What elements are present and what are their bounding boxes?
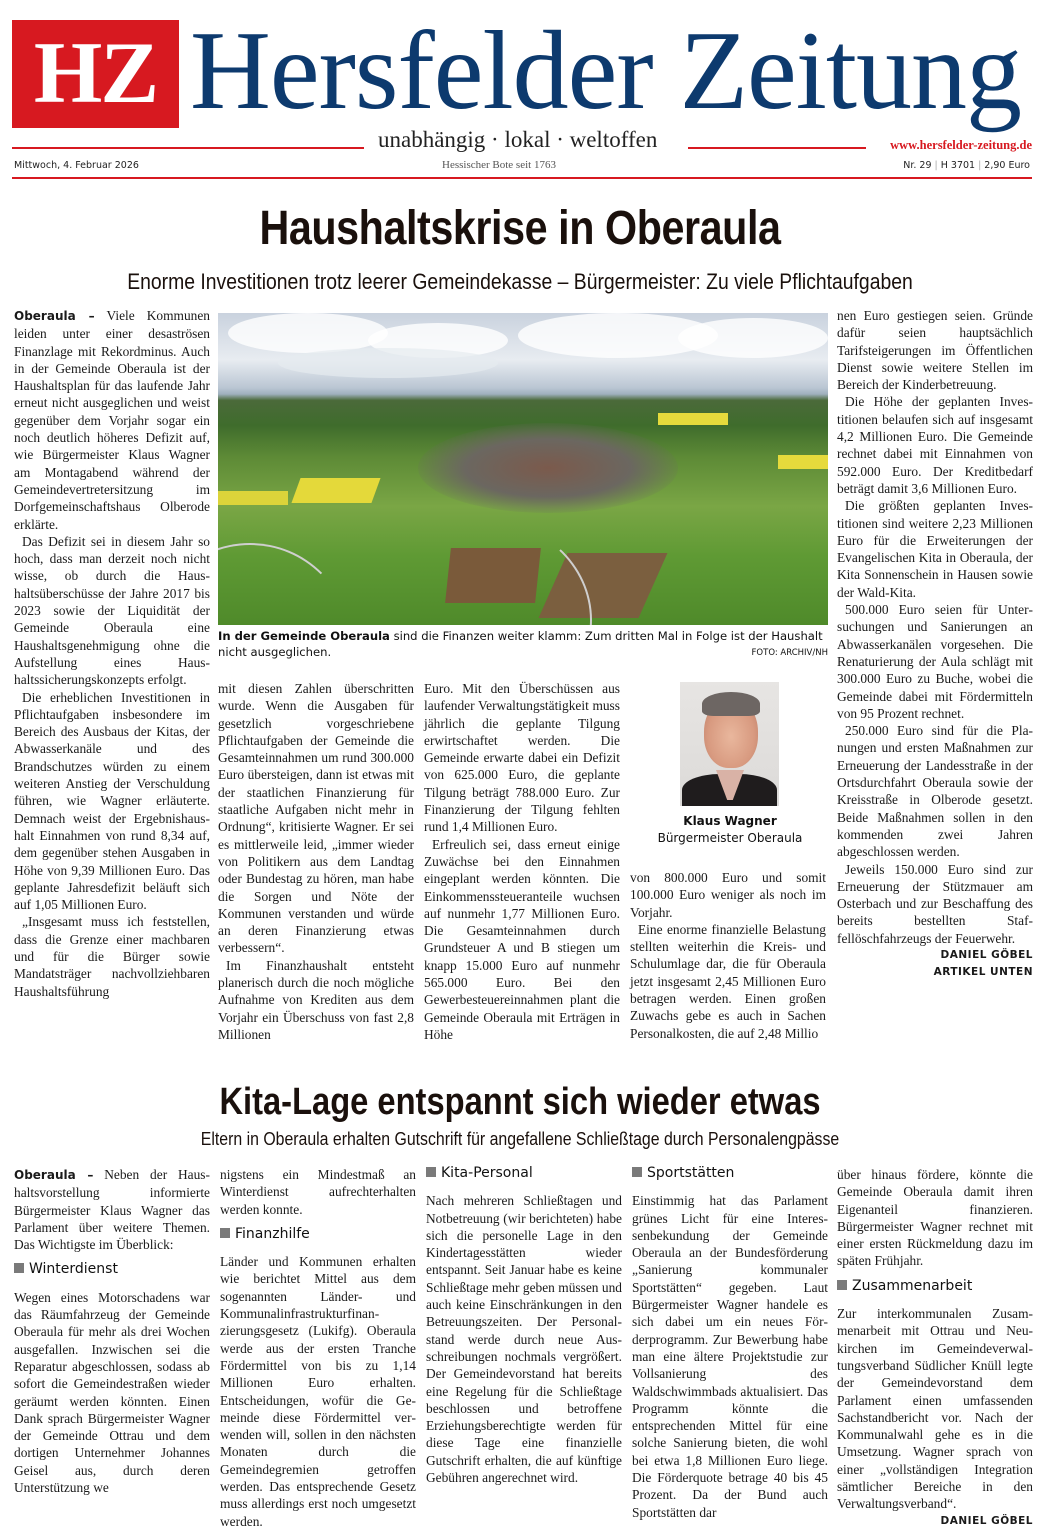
article-column-3 [424, 680, 620, 1043]
article-column-1 [14, 307, 210, 1000]
article-headline: Haushaltskrise in Oberaula [259, 202, 781, 255]
article-column-2 [218, 680, 414, 1043]
article-column-4 [632, 1160, 828, 1521]
portrait-caption [630, 813, 830, 847]
divider [688, 147, 866, 149]
since-tagline: Hessischer Bote seit 1763 [442, 159, 556, 171]
article-column-5 [837, 307, 1033, 982]
paragraph: Das Defizit sei in diesem Jahr so hoch, dass man derzeit noch nicht wisse, ob durch die Haushaltsüberschüsse der Jahre 2017 bis 2023 sowie der Liquidität der Gemeinde Oberaula eine Haushaltsgenehmigung ohne die Aufstellung eines Haushaltssicherungskonzepts erfolgt. [14, 533, 210, 688]
divider [12, 177, 1032, 179]
paragraph: 250.000 Euro sind für die Planungen und ersten Maßnahmen zur Erneuerung der Landesstraße in der Ortsdurchfahrt Oberaula sowie der Kreisstraße in Olberode gesetzt. Beide Maßnahmen sollen in den kommenden zwei Jahren abgeschlossen werden. [837, 723, 1033, 860]
paragraph: mit diesen Zahlen überschritten wurde. Wenn die Ausgaben für gesetzlich vorgeschriebene Pflichtaufgaben der Gemeinde die Gesamteinnahmen um rund 300.000 Euro übersteigen, dann ist etwas mit der staatlichen Finanzierung für staatliche Aufgaben nicht mehr in Ordnung“, kritisierte Wagner. Er sei es mittlerweile leid, „immer wieder von Politikern aus dem Landtag oder Bundestag zu hören, man habe die Sorgen und Nöte der Kommunen verstanden und würde an deren Finanzierung etwas verbessern“. [218, 681, 414, 956]
square-bullet-icon [837, 1280, 847, 1290]
issue-number: Nr. 29 [903, 160, 932, 171]
paragraph: von 800.000 Euro und somit 100.000 Euro weniger als noch im Vorjahr. [630, 870, 826, 920]
portrait-name: Klaus Wagner [683, 814, 777, 828]
paragraph: über hinaus fördere, könnte die Gemeinde Oberaula damit ihren Eigenanteil finanzieren. Bürgermeister Wagner rechnet mit einer ersten Rückmeldung dazu im späten Frühjahr. [837, 1167, 1033, 1269]
author-byline: DANIEL GÖBEL [940, 1514, 1033, 1527]
square-bullet-icon [14, 1263, 24, 1273]
article-headline: Kita-Lage entspannt sich wieder etwas [219, 1081, 821, 1123]
section-heading-winterdienst: Winterdienst [14, 1261, 210, 1278]
dateline: Oberaula – [14, 309, 95, 323]
issue-info: Nr. 29 | H 3701 | 2,90 Euro [903, 160, 1030, 171]
article-column-5 [837, 1166, 1033, 1530]
section-heading-kita-personal: Kita-Personal [426, 1165, 622, 1182]
slogan: unabhängig · lokal · weltoffen [378, 127, 658, 152]
article-column-4 [630, 869, 826, 1042]
photo-caption: In der Gemeinde Oberaula sind die Finanzen weiter klamm: Zum dritten Mal in Folge ist der Haushalt nicht ausgeglichen. [218, 629, 823, 659]
paragraph: Wegen eines Motorschadens war das Räumfahrzeug der Gemeinde Oberaula für mehr als drei Wochen ausgefallen. Inzwischen sei die Reparatur abgeschlossen, sodass ab sofort die Gemeindestraßen wieder geräumt werden könnten. Einen Dank sprach Bürgermeister Wagner der Gemeinde Ottrau und dem dortigen Unternehmer Johannes Geisel aus, durch deren Unterstützung we [14, 1289, 210, 1496]
article-column-1 [14, 1166, 210, 1496]
newspaper-title[interactable]: Hersfelder Zeitung [190, 9, 1021, 133]
photo-credit: FOTO: ARCHIV/NH [751, 648, 828, 658]
article-column-3 [426, 1160, 622, 1486]
article-subheadline: Enorme Investitionen trotz leerer Gemeindekasse – Bürgermeister: Zu viele Pflichtaufgaben [127, 269, 913, 294]
square-bullet-icon [426, 1167, 436, 1177]
issue-code: H 3701 [940, 160, 976, 171]
paragraph: Nach mehreren Schließtagen und Notbetreuung (wir berichteten) habe sich die personelle Lage in den Kindertagesstätten wieder entspannt. Seit Januar habe es keine Schließtage mehr geben müssen und auch keine Einschränkungen in den Betreuungszeiten. Der Personalstand werde durch neue Ausschreibungen nochmals vergrößert. Der Gemeindevorstand hat bereits eine Regelung für die Schließtage beschlossen und betroffene Erziehungsberechtigte werden für diese Tage eine finanzielle Gutschrift erhalten, die auf künftige Gebühren angerechnet wird. [426, 1193, 622, 1486]
village [418, 423, 678, 513]
masthead [12, 10, 1032, 180]
paragraph: Euro. Mit den Überschüssen aus laufender Verwaltungstätigkeit muss jährlich die geplante Tilgung erwirtschaftet werden. Die Gemeinde erwarte dabei ein Defizit von 625.000 Euro, die geplante Tilgung beträgt 788.000 Euro. Zur Finanzierung der Tilgung fehlten rund 1,4 Millionen Euro. [424, 681, 620, 835]
portrait-role: Bürgermeister Oberaula [657, 831, 803, 845]
see-also-link[interactable]: ARTIKEL UNTEN [933, 966, 1033, 979]
paragraph: „Insgesamt muss ich feststellen, dass die Grenze einer machbaren und für die Bürger sowie Mandatsträger nachvollziehbaren Haushaltsführung [14, 914, 210, 999]
section-heading-sportstaetten: Sportstätten [632, 1165, 828, 1182]
paragraph: Einstimmig hat das Parlament grünes Licht für eine Interessenbekundung der Gemeinde Oberaula an der Bundesförderung „Sanierung kommunaler Sportstätten“ gegeben. Laut Bürgermeister Wagner handele es sich dabei um ein neues Förderprogramm. Zur Bewerbung habe man eine ältere Projektstudie zur Vollsanierung des Waldschwimmbads aktualisiert. Das Programm könnte die entsprechenden Mittel für eine solche Sanierung bieten, die wohl bei etwa 1,8 Millionen Euro liege. Die Förderquote betrage 40 bis 45 Prozent. Da der Bund auch Sportstätten dar [632, 1193, 828, 1520]
article-subheadline: Eltern in Oberaula erhalten Gutschrift für angefallene Schließtage durch Personalengpässe [200, 1129, 840, 1149]
article-column-2 [220, 1166, 416, 1530]
paragraph: Länder und Kommunen erhalten wie berichtet Mittel aus dem sogenannten Länder- und Kommunalinfrastrukturfinanzierungsgesetz (Lukifg). Oberaula werde aus der ersten Tranche Fördermittel von bis zu 1,14 Millionen Euro erhalten. Entscheidungen, wofür die Gemeinde diese Fördermittel verwenden will, sollen in den nächsten Monaten durch die Gemeindegremien getroffen werden. Das entsprechende Gesetz muss allerdings erst noch umgesetzt werden. [220, 1254, 416, 1529]
portrait-photo-klaus-wagner[interactable] [680, 682, 779, 806]
author-byline: DANIEL GÖBEL [940, 948, 1033, 961]
square-bullet-icon [220, 1228, 230, 1238]
aerial-landscape-photo[interactable] [218, 313, 828, 625]
paragraph: Zur interkommunalen Zusammenarbeit mit Ottrau und Neukirchen im Gemeindeverwaltungsverband Südlicher Knüll legte der Gemeindevorstand dem Parlament einen umfassenden Sachstandbericht vor. Nach der Kommunalwahl gehe es in die Umsetzung. Wagner sprach von einer „vollständigen Integration sämtlicher Bereiche in den Verwaltungsverband“. [837, 1306, 1033, 1512]
issue-price: 2,90 Euro [984, 160, 1030, 171]
paragraph: Erfreulich sei, dass erneut einige Zuwächse bei den Einnahmen eingeplant werden könnten. Die Einkommenssteueranteile wuchsen auf nunmehr 1,77 Millionen Euro. Die Gesamteinnahmen durch Grundsteuer A und B stiegen um knapp 15.000 Euro auf nunmehr 565.000 Euro. Bei den Gewerbesteuereinnahmen plant die Gemeinde Oberaula mit Erträgen in Höhe [424, 836, 620, 1042]
issue-date: Mittwoch, 4. Februar 2026 [14, 160, 139, 171]
paragraph: 500.000 Euro seien für Untersuchungen und Sanierungen an Abwasserkanälen vorgesehen. Die Renaturierung der Aula schlägt mit 300.000 Euro zu Buche, wobei die Gemeinde dabei mit Fördermitteln von 95 Prozent rechnet. [837, 602, 1033, 721]
paragraph: nen Euro gestiegen seien. Gründe dafür seien hauptsächlich Tarifsteigerungen im Öffentlichen Dienst sowie weitere Stellen im Bereich der Kinderbetreuung. [837, 308, 1033, 393]
section-heading-zusammenarbeit: Zusammenarbeit [837, 1278, 1033, 1295]
paragraph: Oberaula – Neben der Haushaltsvorstellung informierte Bürgermeister Klaus Wagner das Parlament über weitere Themen. Das Wichtigste im Überblick: [14, 1167, 210, 1253]
divider [12, 147, 364, 149]
paragraph: Die Höhe der geplanten Investitionen belaufen sich auf insgesamt 4,2 Millionen Euro. Die Gemeinde rechnet dabei mit Einnahmen von 592.000 Euro. Der Kreditbedarf beträgt damit 3,6 Millionen Euro. [837, 394, 1033, 496]
paragraph: nigstens ein Mindestmaß an Winterdienst aufrechterhalten werden konnte. [220, 1167, 416, 1217]
paragraph: Die größten geplanten Investitionen sind weitere 2,23 Millionen Euro für die Erweiterungen der Evangelischen Kita in Oberaula, der Kita Sonnenschein in Hausen sowie der Wald-Kita. [837, 498, 1033, 600]
paragraph: Eine enorme finanzielle Belastung stellten weiterhin die Kreis- und Schulumlage dar, die für Oberaula jetzt insgesamt 2,45 Millionen Euro betragen werden. Einen großen Zuwachs gebe es auch in Sachen Personalkosten, die auf 2,48 Millio [630, 921, 826, 1041]
dateline: Oberaula – [14, 1168, 94, 1182]
hz-logo[interactable]: HZ [12, 20, 179, 128]
paragraph: Im Finanzhaushalt entsteht planerisch durch die noch mögliche Aufnahme von Krediten aus dem Vorjahr ein Überschuss von fast 2,8 Millionen [218, 957, 414, 1042]
square-bullet-icon [632, 1167, 642, 1177]
paragraph: Die erheblichen Investitionen in Pflichtaufgaben insbesondere im Bereich des Ausbaus der Kitas, der Abwasserkanäle und des Brandschutzes würden zu einem weiteren Anstieg der Verschuldung führen, wie Wagner erläuterte. Demnach weist der Ergebnishaushalt Einnahmen von rund 8,34 auf, dem gegenüber stehen Ausgaben in Höhe von 9,39 Millionen Euro. Das geplante Jahresdefizit beläuft sich auf 1,05 Millionen Euro. [14, 689, 210, 913]
paragraph: Oberaula – Viele Kommunen leiden unter einer desaströsen Finanzlage mit Rekordminus. Auch in der Gemeinde Oberaula ist der Haushaltsplan für das laufende Jahr erneut nicht ausgeglichen und weist gegenüber dem Vorjahr sogar ein noch deutlich höheres Defizit auf, wie Bürgermeister Klaus Wagner am Montagabend während der Gemeindevertretersitzung im Dorfgemeinschaftshaus Olberode erklärte. [14, 308, 210, 532]
website-link[interactable]: www.hersfelder-zeitung.de [890, 138, 1032, 152]
section-heading-finanzhilfe: Finanzhilfe [220, 1226, 416, 1243]
paragraph: Jeweils 150.000 Euro sind zur Erneuerung der Stützmauer am Osterbach und zur Beschaffung des bereits bestellten Staffellöschfahrzeugs der Feuerwehr. [837, 861, 1033, 946]
